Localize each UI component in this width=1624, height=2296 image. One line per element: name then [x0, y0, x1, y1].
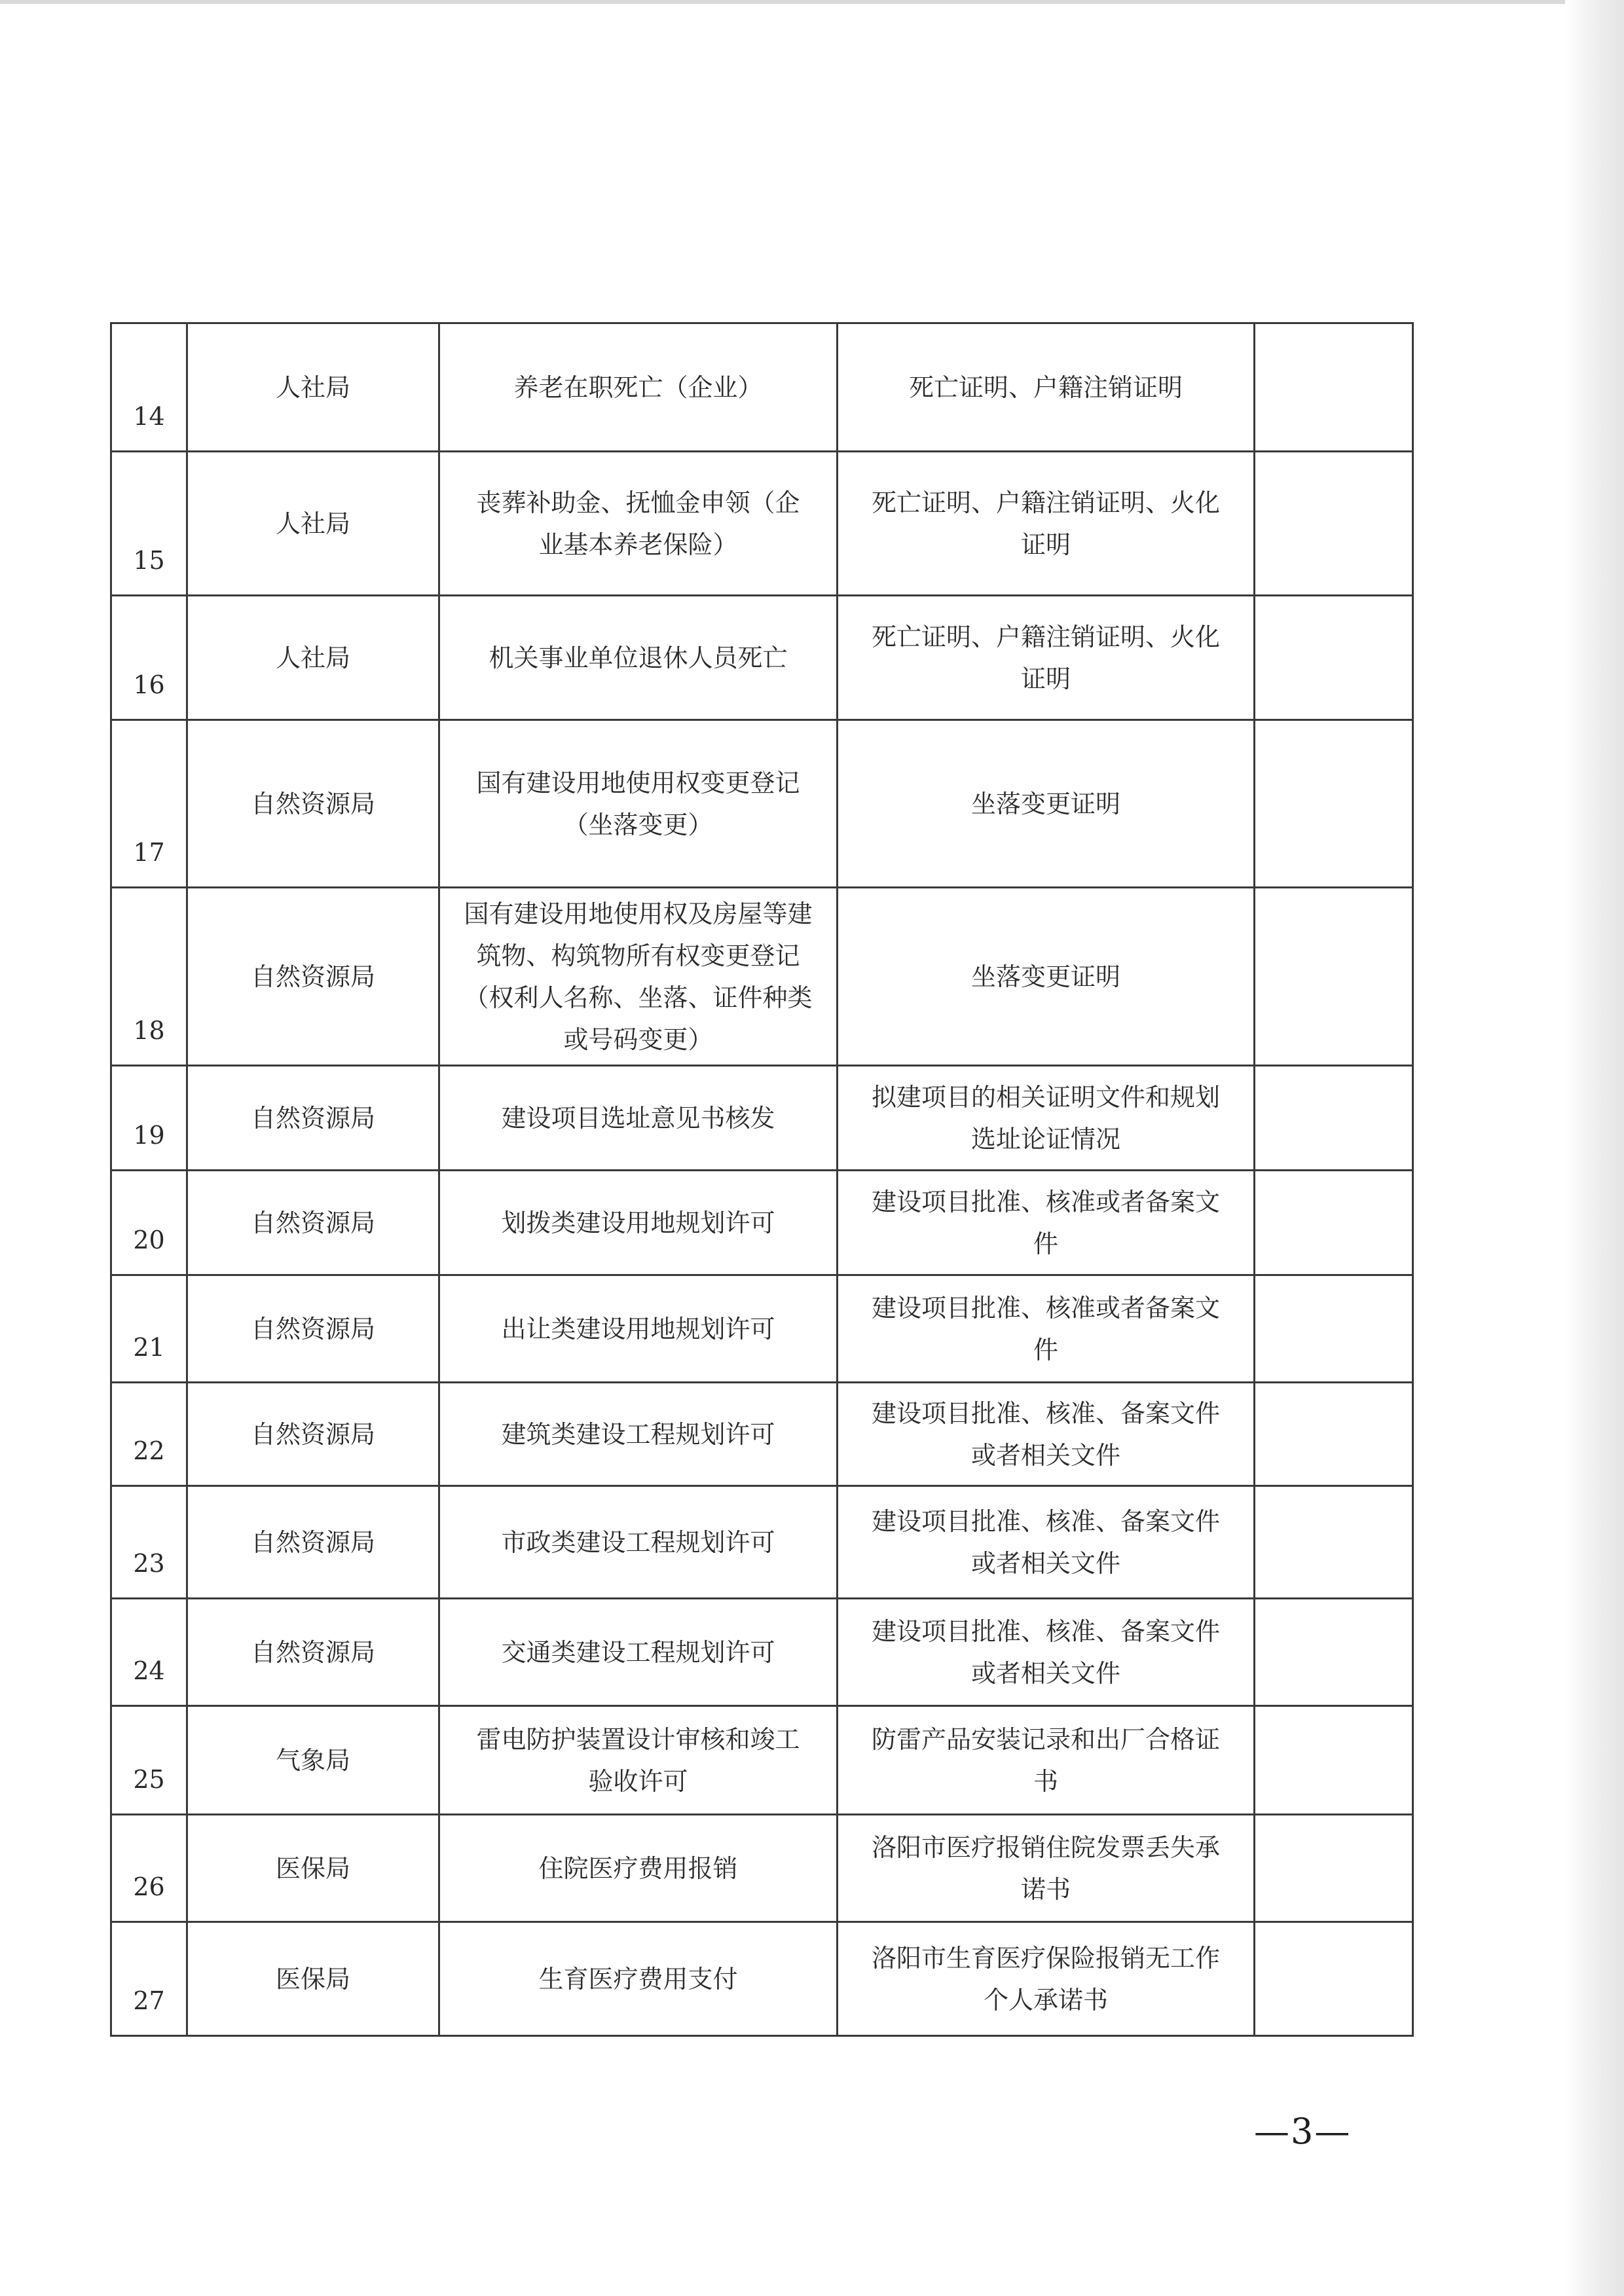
- certificate-cell: 拟建项目的相关证明文件和规划选址论证情况: [838, 1066, 1255, 1171]
- department-cell: 人社局: [187, 596, 439, 720]
- row-number: 21: [111, 1275, 187, 1383]
- matter-cell: 生育医疗费用支付: [439, 1922, 838, 2036]
- department-cell: 自然资源局: [187, 1486, 439, 1599]
- page-number: —3—: [1254, 2111, 1352, 2152]
- matter-cell: 丧葬补助金、抚恤金申领（企业基本养老保险）: [439, 452, 838, 596]
- remark-cell: [1255, 1706, 1413, 1815]
- row-number: 27: [111, 1922, 187, 2036]
- certificate-cell: 建设项目批准、核准或者备案文件: [838, 1275, 1255, 1383]
- table-row: [111, 1275, 1413, 1383]
- remark-cell: [1255, 596, 1413, 720]
- remark-cell: [1255, 720, 1413, 888]
- table-row: [111, 1486, 1413, 1599]
- remark-cell: [1255, 1171, 1413, 1275]
- certificate-cell: 建设项目批准、核准、备案文件或者相关文件: [838, 1599, 1255, 1706]
- remark-cell: [1255, 1815, 1413, 1922]
- matter-cell: 机关事业单位退休人员死亡: [439, 596, 838, 720]
- department-cell: 自然资源局: [187, 1599, 439, 1706]
- matter-cell: 出让类建设用地规划许可: [439, 1275, 838, 1383]
- department-cell: 自然资源局: [187, 1066, 439, 1171]
- remark-cell: [1255, 323, 1413, 452]
- certificate-cell: 洛阳市生育医疗保险报销无工作个人承诺书: [838, 1922, 1255, 2036]
- department-cell: 气象局: [187, 1706, 439, 1815]
- table-row: [111, 1171, 1413, 1275]
- row-number: 24: [111, 1599, 187, 1706]
- matter-cell: 住院医疗费用报销: [439, 1815, 838, 1922]
- row-number: 19: [111, 1066, 187, 1171]
- certificate-cell: 建设项目批准、核准或者备案文件: [838, 1171, 1255, 1275]
- table-row: [111, 1922, 1413, 2036]
- row-number: 22: [111, 1383, 187, 1486]
- certificate-cell: 坐落变更证明: [838, 720, 1255, 888]
- remark-cell: [1255, 1486, 1413, 1599]
- matter-cell: 国有建设用地使用权变更登记（坐落变更）: [439, 720, 838, 888]
- row-number: 17: [111, 720, 187, 888]
- row-number: 14: [111, 323, 187, 452]
- department-cell: 医保局: [187, 1815, 439, 1922]
- row-number: 25: [111, 1706, 187, 1815]
- department-cell: 自然资源局: [187, 1171, 439, 1275]
- row-number: 15: [111, 452, 187, 596]
- department-cell: 自然资源局: [187, 1275, 439, 1383]
- certificate-cell: 建设项目批准、核准、备案文件或者相关文件: [838, 1486, 1255, 1599]
- certificate-cell: 建设项目批准、核准、备案文件或者相关文件: [838, 1383, 1255, 1486]
- table-row: [111, 888, 1413, 1066]
- remark-cell: [1255, 888, 1413, 1066]
- department-cell: 人社局: [187, 323, 439, 452]
- certificate-cell: 防雷产品安装记录和出厂合格证书: [838, 1706, 1255, 1815]
- table-row: [111, 452, 1413, 596]
- matter-cell: 养老在职死亡（企业）: [439, 323, 838, 452]
- row-number: 23: [111, 1486, 187, 1599]
- department-cell: 自然资源局: [187, 1383, 439, 1486]
- certificate-cell: 死亡证明、户籍注销证明、火化证明: [838, 596, 1255, 720]
- matter-cell: 建筑类建设工程规划许可: [439, 1383, 838, 1486]
- remark-cell: [1255, 1275, 1413, 1383]
- matter-cell: 交通类建设工程规划许可: [439, 1599, 838, 1706]
- department-cell: 医保局: [187, 1922, 439, 2036]
- scan-edge-right: [1565, 0, 1624, 2296]
- table-row: [111, 1383, 1413, 1486]
- table-row: [111, 1599, 1413, 1706]
- department-cell: 自然资源局: [187, 720, 439, 888]
- table-row: [111, 1066, 1413, 1171]
- remark-cell: [1255, 1066, 1413, 1171]
- department-cell: 人社局: [187, 452, 439, 596]
- table-row: [111, 596, 1413, 720]
- certificate-cell: 洛阳市医疗报销住院发票丢失承诺书: [838, 1815, 1255, 1922]
- remark-cell: [1255, 1599, 1413, 1706]
- row-number: 20: [111, 1171, 187, 1275]
- scan-edge-top: [0, 0, 1624, 4]
- table-row: [111, 323, 1413, 452]
- row-number: 16: [111, 596, 187, 720]
- matter-cell: 划拨类建设用地规划许可: [439, 1171, 838, 1275]
- certificate-cell: 死亡证明、户籍注销证明: [838, 323, 1255, 452]
- department-cell: 自然资源局: [187, 888, 439, 1066]
- row-number: 26: [111, 1815, 187, 1922]
- matter-cell: 国有建设用地使用权及房屋等建筑物、构筑物所有权变更登记（权利人名称、坐落、证件种类或号码变更）: [439, 888, 838, 1066]
- remark-cell: [1255, 1922, 1413, 2036]
- remark-cell: [1255, 1383, 1413, 1486]
- certificate-cell: 坐落变更证明: [838, 888, 1255, 1066]
- table-row: [111, 720, 1413, 888]
- certificate-cell: 死亡证明、户籍注销证明、火化证明: [838, 452, 1255, 596]
- matter-cell: 建设项目选址意见书核发: [439, 1066, 838, 1171]
- table-row: [111, 1815, 1413, 1922]
- remark-cell: [1255, 452, 1413, 596]
- certificate-table: [110, 322, 1414, 2037]
- matter-cell: 雷电防护装置设计审核和竣工验收许可: [439, 1706, 838, 1815]
- matter-cell: 市政类建设工程规划许可: [439, 1486, 838, 1599]
- row-number: 18: [111, 888, 187, 1066]
- table-row: [111, 1706, 1413, 1815]
